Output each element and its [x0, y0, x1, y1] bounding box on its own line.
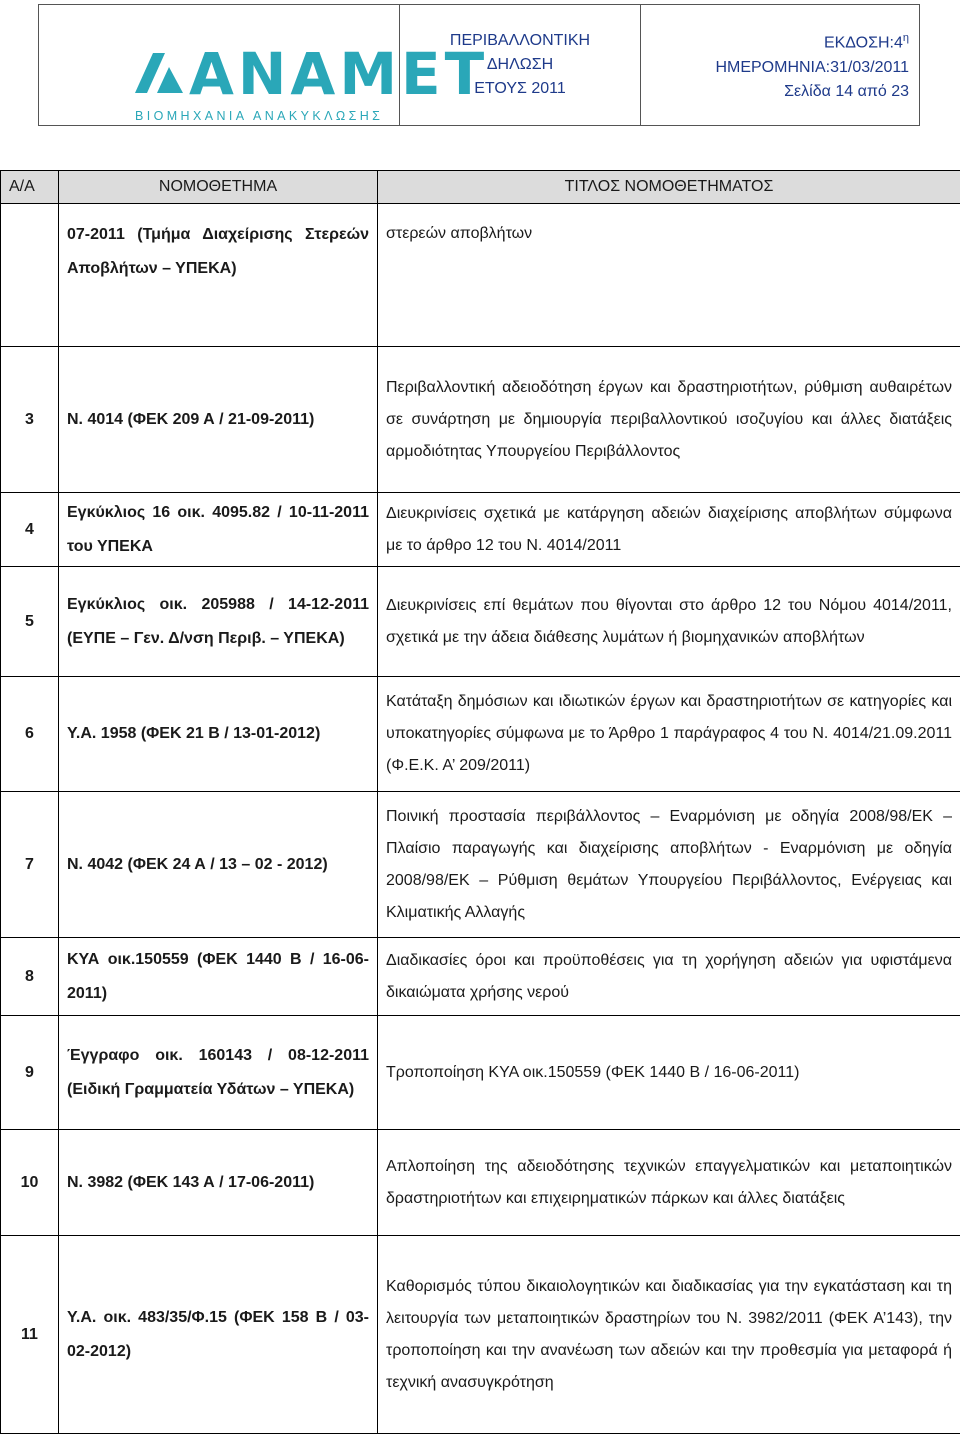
- row-title: Απλοποίηση της αδειοδότησης τεχνικών επαγγελματικών και μεταποιητικών δραστηριοτήτων και επιχειρηματικών πάρκων και άλλες διατάξεις: [378, 1130, 960, 1236]
- row-number: 9: [1, 1016, 59, 1130]
- row-number: 7: [1, 792, 59, 938]
- edition-label: ΕΚΔΟΣΗ:4: [824, 35, 903, 52]
- row-legislation: ΚΥΑ οικ.150559 (ΦΕΚ 1440 Β / 16-06-2011): [59, 938, 378, 1016]
- row-legislation: Εγκύκλιος 16 οικ. 4095.82 / 10-11-2011 του ΥΠΕΚΑ: [59, 493, 378, 567]
- row-legislation: Έγγραφο οικ. 160143 / 08-12-2011 (Ειδική Γραμματεία Υδάτων – ΥΠΕΚΑ): [59, 1016, 378, 1130]
- row-legislation: Ν. 3982 (ΦΕΚ 143 Α / 17-06-2011): [59, 1130, 378, 1236]
- document-header: [38, 4, 920, 126]
- row-number: 8: [1, 938, 59, 1016]
- logo-tagline: ΒΙΟΜΗΧΑΝΙΑ ΑΝΑΚΥΚΛΩΣΗΣ: [135, 110, 383, 123]
- row-legislation: Υ.Α. οικ. 483/35/Φ.15 (ΦΕΚ 158 Β / 03-02-2012): [59, 1236, 378, 1434]
- table-row: [1, 938, 960, 1016]
- row-title: Διευκρινίσεις επί θεμάτων που θίγονται στο άρθρο 12 του Νόμου 4014/2011, σχετικά με την άδεια διάθεσης λυμάτων ή βιομηχανικών αποβλήτων: [378, 567, 960, 677]
- row-legislation: Ν. 4042 (ΦΕΚ 24 Α / 13 – 02 - 2012): [59, 792, 378, 938]
- row-title: Διαδικασίες όροι και προϋποθέσεις για τη χορήγηση αδειών για υφιστάμενα δικαιώματα χρήσης νερού: [378, 938, 960, 1016]
- row-legislation: Υ.Α. 1958 (ΦΕΚ 21 Β / 13-01-2012): [59, 677, 378, 792]
- header-serial: Α/Α: [1, 171, 59, 204]
- legislation-table: [0, 170, 960, 1434]
- row-number: [1, 204, 59, 347]
- table-row: [1, 204, 960, 347]
- row-number: 3: [1, 347, 59, 493]
- row-number: 4: [1, 493, 59, 567]
- row-number: 10: [1, 1130, 59, 1236]
- anamet-logo-mark-icon: [135, 53, 183, 93]
- title-line-3: ΕΤΟΥΣ 2011: [474, 77, 566, 101]
- table-row: [1, 792, 960, 938]
- row-title: Τροποποίηση ΚΥΑ οικ.150559 (ΦΕΚ 1440 Β / 16-06-2011): [378, 1016, 960, 1130]
- table-row: [1, 1016, 960, 1130]
- row-title: Κατάταξη δημόσιων και ιδιωτικών έργων και δραστηριοτήτων σε κατηγορίες και υποκατηγορίες σύμφωνα με το Άρθρο 1 παράγραφος 4 του Ν. 4014/21.09.2011 (Φ.Ε.Κ. Α’ 209/2011): [378, 677, 960, 792]
- row-legislation: Ν. 4014 (ΦΕΚ 209 Α / 21-09-2011): [59, 347, 378, 493]
- row-number: 5: [1, 567, 59, 677]
- table-row: [1, 1130, 960, 1236]
- header-title: ΤΙΤΛΟΣ ΝΟΜΟΘΕΤΗΜΑΤΟΣ: [378, 171, 960, 204]
- table-row: [1, 677, 960, 792]
- title-line-1: ΠΕΡΙΒΑΛΛΟΝΤΙΚΗ: [450, 29, 590, 53]
- table-row: [1, 1236, 960, 1434]
- logo-cell: [39, 5, 400, 125]
- edition-suffix: η: [903, 32, 909, 44]
- row-title: Καθορισμός τύπου δικαιολογητικών και διαδικασίας για την εγκατάσταση και τη λειτουργία των μεταποιητικών δραστηρίων του Ν. 3982/2011 (ΦΕΚ Α’143), την τροποποίηση και την ανανέωση των αδειών και την προθεσμία για μεταφορά ή τεχνική ανασυγκρότηση: [378, 1236, 960, 1434]
- document-meta: [641, 5, 919, 125]
- row-number: 11: [1, 1236, 59, 1434]
- row-title: Διευκρινίσεις σχετικά με κατάργηση αδειών διαχείρισης αποβλήτων σύμφωνα με το άρθρο 12 του Ν. 4014/2011: [378, 493, 960, 567]
- row-number: 6: [1, 677, 59, 792]
- edition: [824, 26, 909, 55]
- issue-date: ΗΜΕΡΟΜΗΝΙΑ:31/03/2011: [715, 56, 909, 80]
- title-line-2: ΔΗΛΩΣΗ: [487, 53, 553, 77]
- table-row: [1, 347, 960, 493]
- row-title: Περιβαλλοντική αδειοδότηση έργων και δραστηριοτήτων, ρύθμιση αυθαιρέτων σε συνάρτηση με δημιουργία περιβαλλοντικού ισοζυγίου και άλλες διατάξεις αρμοδιότητας Υπουργείου Περιβάλλοντος: [378, 347, 960, 493]
- row-legislation: 07-2011 (Τμήμα Διαχείρισης Στερεών Αποβλήτων – ΥΠΕΚΑ): [59, 204, 378, 347]
- table-header-row: [1, 171, 960, 204]
- row-title: στερεών αποβλήτων: [378, 204, 960, 347]
- logo-wordmark: ANAMET: [189, 45, 488, 103]
- row-title: Ποινική προστασία περιβάλλοντος – Εναρμόνιση με οδηγία 2008/98/ΕΚ – Πλαίσιο παραγωγής και διαχείρισης αποβλήτων - Εναρμόνιση με οδηγία 2008/98/ΕΚ – Ρύθμιση θεμάτων Υπουργείου Περιβάλλοντος, Ενέργειας και Κλιματικής Αλλαγής: [378, 792, 960, 938]
- page-number: Σελίδα 14 από 23: [784, 80, 909, 104]
- header-legislation: ΝΟΜΟΘΕΤΗΜΑ: [59, 171, 378, 204]
- row-legislation: Εγκύκλιος οικ. 205988 / 14-12-2011 (ΕΥΠΕ – Γεν. Δ/νση Περιβ. – ΥΠΕΚΑ): [59, 567, 378, 677]
- table-row: [1, 567, 960, 677]
- table-row: [1, 493, 960, 567]
